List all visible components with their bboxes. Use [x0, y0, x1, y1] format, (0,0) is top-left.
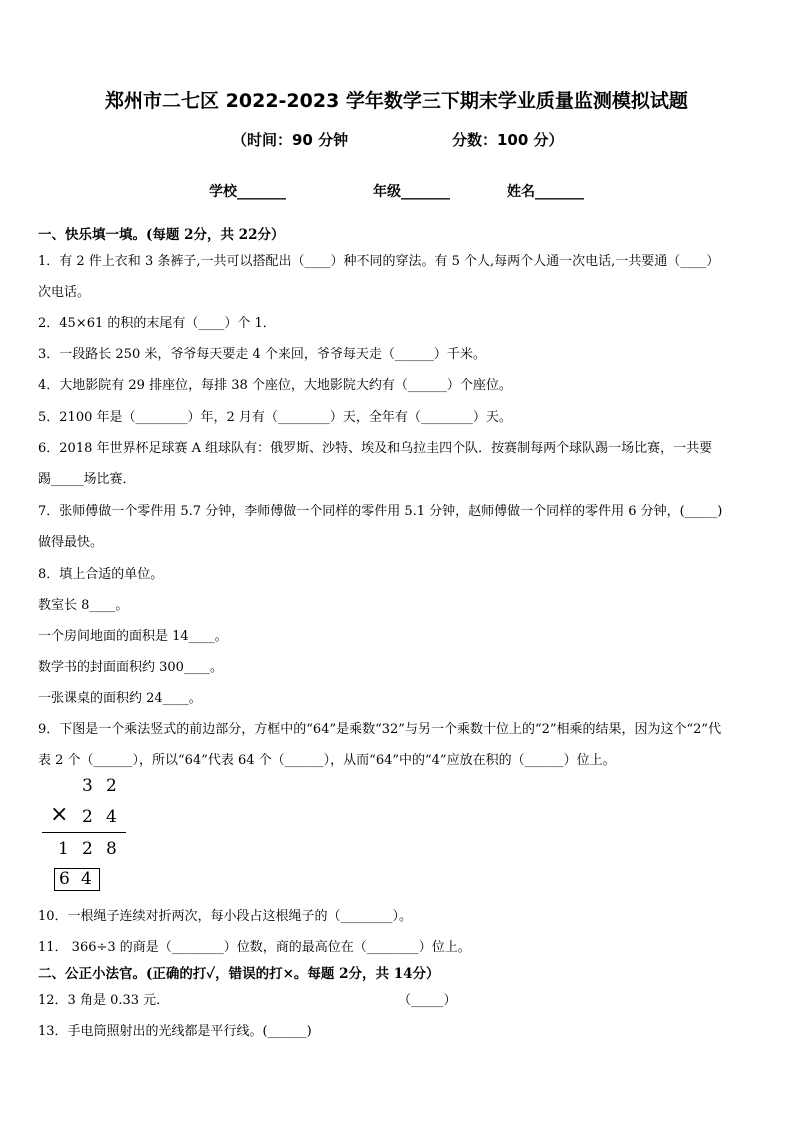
question-10: 10．一根绳子连续对折两次，每小段占这根绳子的（________）。	[38, 909, 413, 924]
digit: 6	[59, 869, 70, 889]
digit: 8	[106, 839, 117, 859]
digit: 3	[82, 776, 93, 796]
question-9-line-2: 表 2 个（______），所以“64”代表 64 个（______），从而“64”中的“4”应放在积的（______）位上。	[38, 753, 616, 768]
times-sign: ×	[50, 802, 69, 827]
digit: 4	[81, 869, 92, 889]
grade-field: 年级_______	[373, 184, 450, 200]
question-12: 12．3 角是 0.33 元．	[38, 993, 170, 1008]
question-13: 13．手电筒照射出的光线都是平行线。(______)	[38, 1024, 312, 1039]
digit: 1	[58, 839, 69, 859]
name-field: 姓名_______	[507, 184, 584, 200]
question-1-line-1: 1．有 2 件上衣和 3 条裤子,一共可以搭配出（____）种不同的穿法。有 5 个人,每两个人通一次电话,一共要通（____）	[38, 254, 720, 269]
page-title: 郑州市二七区 2022-2023 学年数学三下期末学业质量监测模拟试题	[105, 90, 688, 112]
question-7-line-2: 做得最快。	[38, 535, 104, 550]
question-11: 11． 366÷3 的商是（________）位数，商的最高位在（________）位上。	[38, 940, 471, 955]
question-8-item-b: 一个房间地面的面积是 14____。	[38, 629, 228, 644]
question-6-line-1: 6．2018 年世界杯足球赛 A 组球队有：俄罗斯、沙特、埃及和乌拉圭四个队．按赛制每两个球队踢一场比赛，一共要	[38, 441, 713, 456]
question-8-item-d: 一张课桌的面积约 24____。	[38, 691, 202, 706]
question-7-line-1: 7．张师傅做一个零件用 5.7 分钟，李师傅做一个同样的零件用 5.1 分钟，赵师傅做一个同样的零件用 6 分钟，(_____)	[38, 504, 723, 519]
question-4: 4．大地影院有 29 排座位，每排 38 个座位，大地影院大约有（______）个座位。	[38, 378, 512, 393]
digit: 2	[82, 807, 93, 827]
digit: 4	[106, 807, 117, 827]
multiplication-rule	[42, 832, 126, 833]
question-2: 2．45×61 的积的末尾有（____）个 1．	[38, 316, 276, 331]
section-1-heading: 一、快乐填一填。(每题 2分，共 22分）	[38, 227, 285, 243]
question-8-item-c: 数学书的封面面积约 300____。	[38, 660, 223, 675]
question-12-answer-blank: （_____）	[398, 993, 457, 1008]
school-field: 学校_______	[209, 184, 286, 200]
exam-time: （时间：90 分钟	[232, 131, 349, 149]
digit: 2	[106, 776, 117, 796]
section-2-heading: 二、公正小法官。(正确的打✓，错误的打×。每题 2分，共 14分）	[38, 966, 440, 982]
exam-score: 分数：100 分）	[452, 131, 564, 149]
question-5: 5．2100 年是（________）年，2 月有（________）天，全年有（________）天。	[38, 410, 512, 425]
question-9-line-1: 9．下图是一个乘法竖式的前边部分，方框中的“64”是乘数“32”与另一个乘数十位上的“2”相乘的结果，因为这个“2”代	[38, 722, 722, 737]
digit: 2	[82, 839, 93, 859]
question-8-item-a: 教室长 8____。	[38, 598, 129, 613]
question-1-line-2: 次电话。	[38, 285, 91, 300]
multiplication-figure	[42, 776, 132, 892]
question-6-line-2: 踢_____场比赛．	[38, 472, 136, 487]
question-3: 3．一段路长 250 米，爷爷每天要走 4 个来回，爷爷每天走（______）千米。	[38, 347, 486, 362]
question-8: 8．填上合适的单位。	[38, 567, 164, 582]
